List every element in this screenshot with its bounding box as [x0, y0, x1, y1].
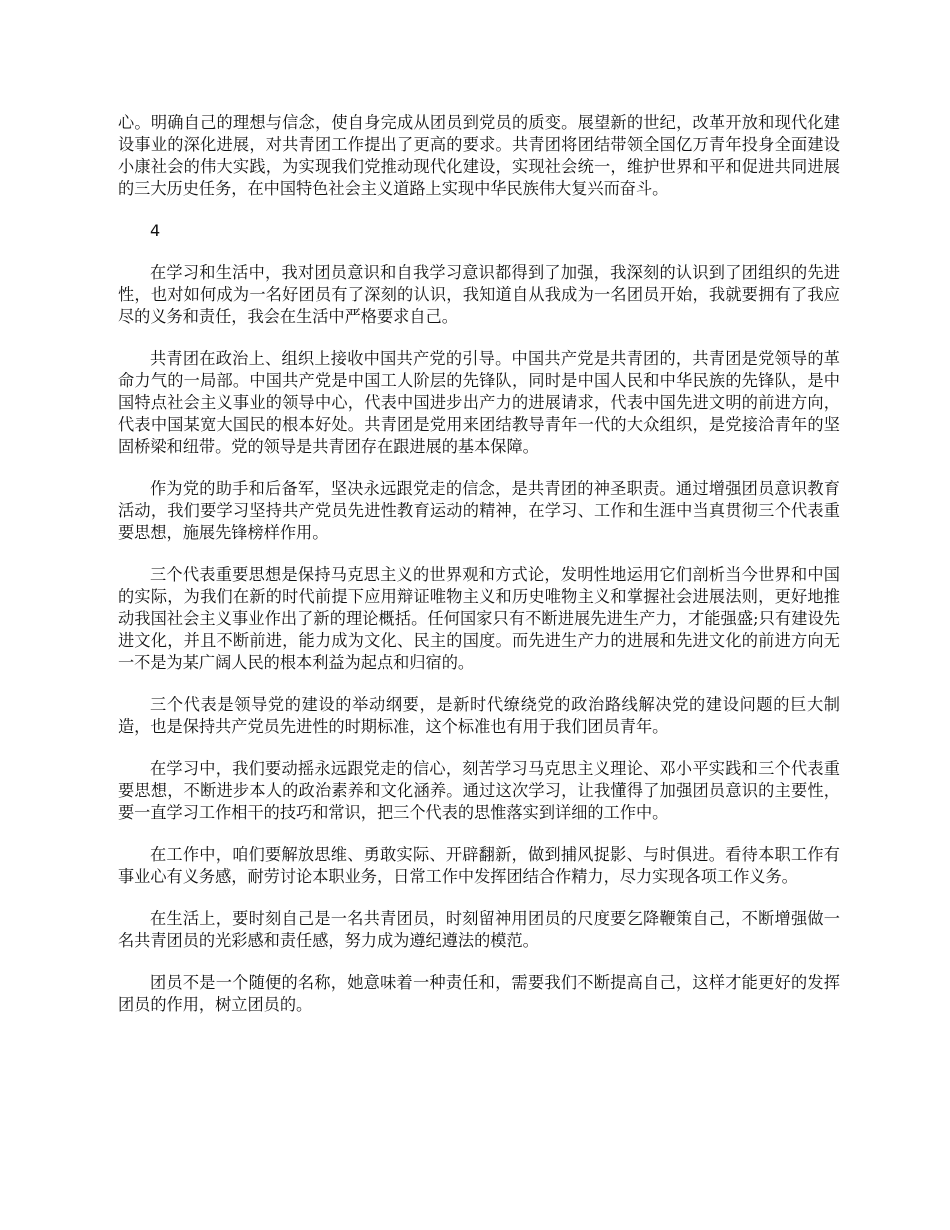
paragraph-7: 在工作中，咱们要解放思维、勇敢实际、开辟翻新，做到捕风捉影、与时俱进。看待本职工作有事业心有义务感，耐劳讨论本职业务，日常工作中发挥团结合作精力，尽力实现各项工作义务。: [118, 845, 840, 886]
paragraph-9: 团员不是一个随便的名称，她意味着一种责任和，需要我们不断提高自己，这样才能更好的发挥团员的作用，树立团员的。: [118, 973, 840, 1014]
paragraph-continued: 心。明确自己的理想与信念，使自身完成从团员到党员的质变。展望新的世纪，改革开放和现代化建设事业的深化进展，对共青团工作提出了更高的要求。共青团将团结带领全国亿万青年投身全面建设小康社会的伟大实践，为实现我们党推动现代化建设，实现社会统一，维护世界和平和促进共同进展的三大历史任务，在中国特色社会主义道路上实现中华民族伟大复兴而奋斗。: [118, 113, 840, 198]
paragraph-6: 在学习中，我们要动摇永远跟党走的信心，刻苦学习马克思主义理论、邓小平实践和三个代表重要思想，不断进步本人的政治素养和文化涵养。通过这次学习，让我懂得了加强团员意识的主要性，要一直学习工作相干的技巧和常识，把三个代表的思惟落实到详细的工作中。: [118, 759, 840, 822]
paragraph-2: 共青团在政治上、组织上接收中国共产党的引导。中国共产党是共青团的，共青团是党领导的革命力气的一局部。中国共产党是中国工人阶层的先锋队，同时是中国人民和中华民族的先锋队，是中国特点社会主义事业的领导中心，代表中国进步出产力的进展请求，代表中国先进文明的前进方向，代表中国某宽大国民的根本好处。共青团是党用来团结教导青年一代的大众组织，是党接洽青年的坚固桥梁和纽带。党的领导是共青团存在跟进展的基本保障。: [118, 349, 840, 456]
section-number: 4: [150, 221, 161, 240]
paragraph-1: 在学习和生活中，我对团员意识和自我学习意识都得到了加强，我深刻的认识到了团组织的先进性，也对如何成为一名好团员有了深刻的认识，我知道自从我成为一名团员开始，我就要拥有了我应尽的义务和责任，我会在生活中严格要求自己。: [118, 263, 840, 326]
document-page: [118, 112, 840, 1036]
paragraph-3: 作为党的助手和后备军，坚决永远跟党走的信念，是共青团的神圣职责。通过增强团员意识教育活动，我们要学习坚持共产党员先进性教育运动的精神，在学习、工作和生涯中当真贯彻三个代表重要思想，施展先锋榜样作用。: [118, 479, 840, 542]
paragraph-4: 三个代表重要思想是保持马克思主义的世界观和方式论，发明性地运用它们剖析当今世界和中国的实际，为我们在新的时代前提下应用辩证唯物主义和历史唯物主义和掌握社会进展法则，更好地推动我国社会主义事业作出了新的理论概括。任何国家只有不断进展先进生产力，才能强盛;只有建设先进文化，并且不断前进，能力成为文化、民主的国度。而先进生产力的进展和先进文化的前进方向无一不是为某广阔人民的根本利益为起点和归宿的。: [118, 565, 840, 672]
paragraph-5: 三个代表是领导党的建设的举动纲要，是新时代缭绕党的政治路线解决党的建设问题的巨大制造，也是保持共产党员先进性的时期标准，这个标准也有用于我们团员青年。: [118, 695, 840, 736]
paragraph-8: 在生活上，要时刻自己是一名共青团员，时刻留神用团员的尺度要乞降鞭策自己，不断增强做一名共青团员的光彩感和责任感，努力成为遵纪遵法的模范。: [118, 909, 840, 950]
